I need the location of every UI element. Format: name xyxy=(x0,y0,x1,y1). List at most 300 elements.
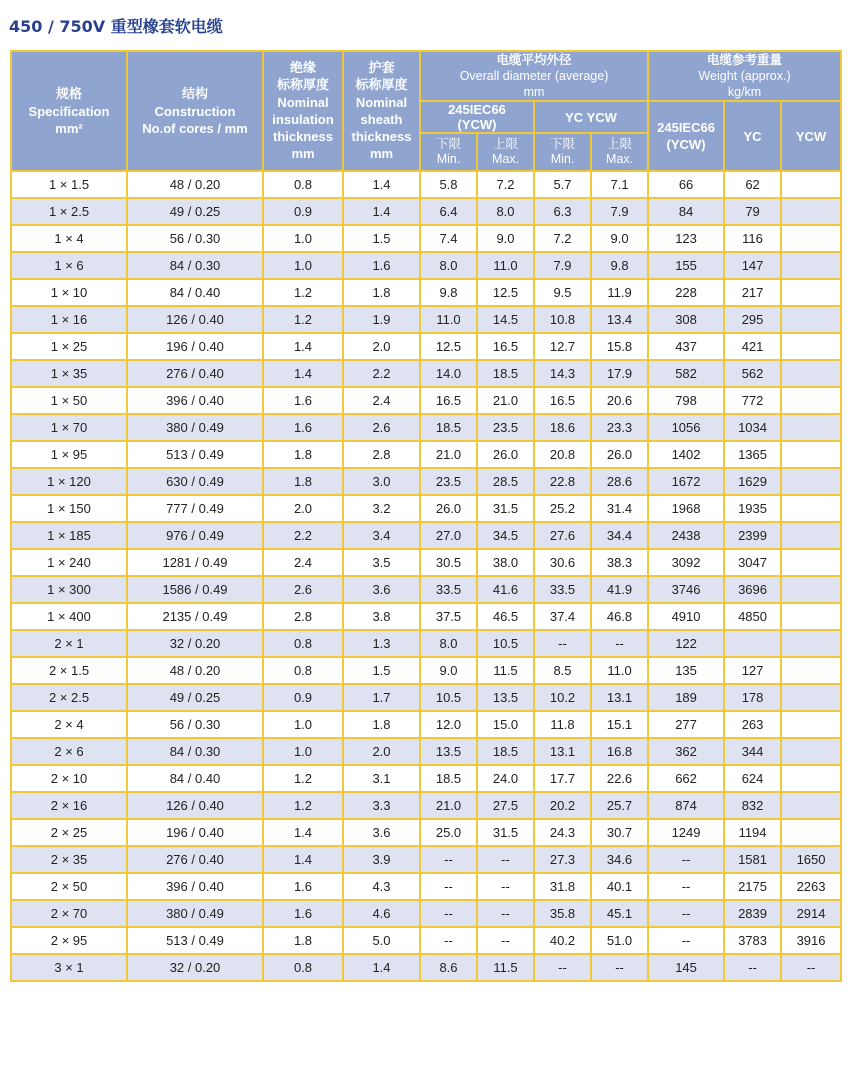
cell-dia-yc-min: 25.2 xyxy=(534,495,591,522)
cell-weight-245: 66 xyxy=(648,171,724,198)
cell-spec: 1 × 185 xyxy=(11,522,127,549)
table-row xyxy=(11,738,841,765)
table-row xyxy=(11,630,841,657)
cell-dia-yc-min: 20.2 xyxy=(534,792,591,819)
table-row xyxy=(11,360,841,387)
cell-spec: 1 × 6 xyxy=(11,252,127,279)
cell-dia-245-min: 26.0 xyxy=(420,495,477,522)
cell-weight-245: 228 xyxy=(648,279,724,306)
cell-weight-yc: 3783 xyxy=(724,927,781,954)
cell-dia-yc-min: 11.8 xyxy=(534,711,591,738)
table-row xyxy=(11,819,841,846)
table-header xyxy=(11,51,841,171)
cell-sheath: 1.4 xyxy=(343,171,420,198)
cell-dia-yc-max: 40.1 xyxy=(591,873,648,900)
cell-construction: 196 / 0.40 xyxy=(127,333,263,360)
cell-weight-245: 308 xyxy=(648,306,724,333)
cell-weight-ycw xyxy=(781,414,841,441)
cell-weight-ycw: 2263 xyxy=(781,873,841,900)
cell-weight-yc: 3696 xyxy=(724,576,781,603)
cell-insulation: 0.9 xyxy=(263,198,343,225)
cell-dia-yc-max: 45.1 xyxy=(591,900,648,927)
cell-weight-245: 582 xyxy=(648,360,724,387)
cell-spec: 2 × 6 xyxy=(11,738,127,765)
cell-dia-yc-max: 11.0 xyxy=(591,657,648,684)
cell-weight-ycw xyxy=(781,441,841,468)
cell-spec: 2 × 4 xyxy=(11,711,127,738)
cell-weight-245: 362 xyxy=(648,738,724,765)
cell-weight-245: 145 xyxy=(648,954,724,981)
table-row xyxy=(11,603,841,630)
cell-weight-245: 123 xyxy=(648,225,724,252)
header-min-2: 下限 Min. xyxy=(534,133,591,171)
cell-dia-yc-max: 34.4 xyxy=(591,522,648,549)
cell-insulation: 1.6 xyxy=(263,387,343,414)
cell-construction: 396 / 0.40 xyxy=(127,387,263,414)
cell-dia-245-max: -- xyxy=(477,873,534,900)
cell-dia-yc-min: 31.8 xyxy=(534,873,591,900)
cell-dia-yc-min: 10.8 xyxy=(534,306,591,333)
cell-sheath: 3.9 xyxy=(343,846,420,873)
cell-sheath: 3.4 xyxy=(343,522,420,549)
cell-construction: 630 / 0.49 xyxy=(127,468,263,495)
table-row xyxy=(11,522,841,549)
cell-dia-yc-min: 12.7 xyxy=(534,333,591,360)
cell-weight-245: 84 xyxy=(648,198,724,225)
cell-spec: 2 × 1 xyxy=(11,630,127,657)
cell-sheath: 3.6 xyxy=(343,819,420,846)
cell-weight-ycw xyxy=(781,171,841,198)
cell-dia-yc-min: 18.6 xyxy=(534,414,591,441)
cell-dia-yc-max: 26.0 xyxy=(591,441,648,468)
table-row xyxy=(11,333,841,360)
cell-insulation: 1.6 xyxy=(263,900,343,927)
cell-dia-yc-max: 15.1 xyxy=(591,711,648,738)
cell-spec: 3 × 1 xyxy=(11,954,127,981)
cell-weight-yc: 772 xyxy=(724,387,781,414)
cell-sheath: 2.8 xyxy=(343,441,420,468)
cell-dia-yc-max: 23.3 xyxy=(591,414,648,441)
cell-weight-ycw xyxy=(781,792,841,819)
cell-insulation: 1.4 xyxy=(263,333,343,360)
cell-sheath: 1.5 xyxy=(343,657,420,684)
cell-dia-245-min: 14.0 xyxy=(420,360,477,387)
cell-construction: 513 / 0.49 xyxy=(127,927,263,954)
cell-weight-yc: 1194 xyxy=(724,819,781,846)
cell-dia-245-min: 12.0 xyxy=(420,711,477,738)
table-row xyxy=(11,765,841,792)
cell-sheath: 3.3 xyxy=(343,792,420,819)
cell-dia-245-max: -- xyxy=(477,900,534,927)
cell-construction: 380 / 0.49 xyxy=(127,414,263,441)
cell-dia-yc-min: 6.3 xyxy=(534,198,591,225)
cell-construction: 196 / 0.40 xyxy=(127,819,263,846)
cell-insulation: 2.8 xyxy=(263,603,343,630)
table-row xyxy=(11,873,841,900)
cell-dia-yc-min: 24.3 xyxy=(534,819,591,846)
cell-sheath: 3.1 xyxy=(343,765,420,792)
cell-weight-245: 2438 xyxy=(648,522,724,549)
cell-sheath: 2.6 xyxy=(343,414,420,441)
cell-weight-yc: 217 xyxy=(724,279,781,306)
cell-dia-245-max: 18.5 xyxy=(477,738,534,765)
header-spec: 规格 Specification mm² xyxy=(11,51,127,171)
cell-dia-245-min: -- xyxy=(420,873,477,900)
cell-sheath: 1.7 xyxy=(343,684,420,711)
table-row xyxy=(11,549,841,576)
table-row xyxy=(11,900,841,927)
cell-dia-yc-max: 15.8 xyxy=(591,333,648,360)
cell-weight-yc: 2839 xyxy=(724,900,781,927)
cell-construction: 84 / 0.40 xyxy=(127,279,263,306)
cell-insulation: 1.2 xyxy=(263,279,343,306)
cell-construction: 49 / 0.25 xyxy=(127,684,263,711)
table-row xyxy=(11,927,841,954)
table-row xyxy=(11,306,841,333)
cell-dia-yc-max: 41.9 xyxy=(591,576,648,603)
cell-construction: 2135 / 0.49 xyxy=(127,603,263,630)
cell-insulation: 1.4 xyxy=(263,360,343,387)
cell-dia-yc-min: 27.3 xyxy=(534,846,591,873)
cell-weight-yc: 562 xyxy=(724,360,781,387)
cell-sheath: 4.6 xyxy=(343,900,420,927)
table-row xyxy=(11,954,841,981)
cell-weight-245: 1249 xyxy=(648,819,724,846)
cell-weight-yc: 832 xyxy=(724,792,781,819)
cell-insulation: 1.4 xyxy=(263,819,343,846)
cell-construction: 276 / 0.40 xyxy=(127,846,263,873)
cell-weight-ycw: 2914 xyxy=(781,900,841,927)
cell-insulation: 0.8 xyxy=(263,171,343,198)
cell-construction: 84 / 0.30 xyxy=(127,252,263,279)
cell-dia-yc-max: 17.9 xyxy=(591,360,648,387)
cell-dia-245-max: 26.0 xyxy=(477,441,534,468)
cell-insulation: 1.8 xyxy=(263,927,343,954)
cell-construction: 396 / 0.40 xyxy=(127,873,263,900)
cell-sheath: 1.9 xyxy=(343,306,420,333)
cell-dia-yc-max: 9.0 xyxy=(591,225,648,252)
cell-weight-ycw: 3916 xyxy=(781,927,841,954)
cell-dia-245-max: 34.5 xyxy=(477,522,534,549)
cell-weight-245: 155 xyxy=(648,252,724,279)
cell-dia-245-min: 33.5 xyxy=(420,576,477,603)
table-row xyxy=(11,657,841,684)
cell-spec: 1 × 2.5 xyxy=(11,198,127,225)
cell-dia-245-min: 5.8 xyxy=(420,171,477,198)
table-row xyxy=(11,198,841,225)
cell-insulation: 2.0 xyxy=(263,495,343,522)
cell-weight-ycw xyxy=(781,306,841,333)
cell-weight-yc: 147 xyxy=(724,252,781,279)
cell-insulation: 1.8 xyxy=(263,441,343,468)
cell-construction: 32 / 0.20 xyxy=(127,954,263,981)
cell-dia-yc-max: 9.8 xyxy=(591,252,648,279)
cell-insulation: 1.4 xyxy=(263,846,343,873)
cell-sheath: 2.2 xyxy=(343,360,420,387)
cell-dia-yc-min: 10.2 xyxy=(534,684,591,711)
cell-weight-yc: 1034 xyxy=(724,414,781,441)
cell-insulation: 1.6 xyxy=(263,873,343,900)
cell-dia-245-min: 18.5 xyxy=(420,414,477,441)
cell-construction: 49 / 0.25 xyxy=(127,198,263,225)
cell-sheath: 3.5 xyxy=(343,549,420,576)
cell-spec: 1 × 35 xyxy=(11,360,127,387)
cell-weight-ycw xyxy=(781,765,841,792)
cell-dia-245-min: 27.0 xyxy=(420,522,477,549)
cell-insulation: 1.0 xyxy=(263,225,343,252)
table-row xyxy=(11,684,841,711)
table-body xyxy=(11,171,841,981)
cell-weight-245: -- xyxy=(648,846,724,873)
cell-dia-yc-min: -- xyxy=(534,630,591,657)
cell-dia-245-min: 30.5 xyxy=(420,549,477,576)
cell-spec: 2 × 50 xyxy=(11,873,127,900)
header-max-2: 上限 Max. xyxy=(591,133,648,171)
cell-weight-yc: 624 xyxy=(724,765,781,792)
cell-weight-245: 1402 xyxy=(648,441,724,468)
cell-sheath: 2.0 xyxy=(343,738,420,765)
cell-sheath: 3.2 xyxy=(343,495,420,522)
table-row xyxy=(11,792,841,819)
cell-weight-245: -- xyxy=(648,927,724,954)
cell-dia-yc-max: 30.7 xyxy=(591,819,648,846)
cell-dia-245-max: 10.5 xyxy=(477,630,534,657)
cell-insulation: 1.0 xyxy=(263,738,343,765)
cell-dia-245-max: 23.5 xyxy=(477,414,534,441)
header-diameter: 电缆平均外径 Overall diameter (average) mm xyxy=(420,51,648,101)
cell-dia-yc-max: -- xyxy=(591,630,648,657)
cell-weight-yc: 344 xyxy=(724,738,781,765)
cell-dia-245-max: 16.5 xyxy=(477,333,534,360)
cell-construction: 56 / 0.30 xyxy=(127,225,263,252)
page-title: 450 / 750V 重型橡套软电缆 xyxy=(9,17,223,36)
cell-weight-245: 135 xyxy=(648,657,724,684)
cell-construction: 1586 / 0.49 xyxy=(127,576,263,603)
cell-dia-245-max: 31.5 xyxy=(477,819,534,846)
header-diameter-yc-ycw: YC YCW xyxy=(534,101,648,133)
cell-weight-ycw xyxy=(781,576,841,603)
cell-dia-245-max: 11.0 xyxy=(477,252,534,279)
cell-construction: 56 / 0.30 xyxy=(127,711,263,738)
cell-insulation: 0.8 xyxy=(263,954,343,981)
table-row xyxy=(11,495,841,522)
cell-dia-245-min: 9.0 xyxy=(420,657,477,684)
cell-weight-245: 662 xyxy=(648,765,724,792)
cell-dia-245-min: 16.5 xyxy=(420,387,477,414)
cell-sheath: 1.6 xyxy=(343,252,420,279)
cell-insulation: 1.0 xyxy=(263,252,343,279)
cell-spec: 2 × 1.5 xyxy=(11,657,127,684)
cell-weight-ycw xyxy=(781,549,841,576)
cell-weight-245: 874 xyxy=(648,792,724,819)
table-row xyxy=(11,225,841,252)
cell-insulation: 0.9 xyxy=(263,684,343,711)
cell-dia-245-max: 11.5 xyxy=(477,657,534,684)
cell-weight-245: 4910 xyxy=(648,603,724,630)
cell-weight-ycw xyxy=(781,684,841,711)
cell-dia-245-max: -- xyxy=(477,927,534,954)
cell-weight-ycw xyxy=(781,522,841,549)
cell-weight-ycw xyxy=(781,252,841,279)
cell-weight-yc: 1581 xyxy=(724,846,781,873)
cell-construction: 84 / 0.30 xyxy=(127,738,263,765)
cell-weight-yc: 3047 xyxy=(724,549,781,576)
cell-dia-245-max: -- xyxy=(477,846,534,873)
cell-dia-245-max: 28.5 xyxy=(477,468,534,495)
cell-dia-245-min: 8.6 xyxy=(420,954,477,981)
cable-spec-table-container xyxy=(10,50,840,982)
cell-dia-yc-max: 16.8 xyxy=(591,738,648,765)
cell-dia-245-max: 27.5 xyxy=(477,792,534,819)
cell-construction: 48 / 0.20 xyxy=(127,171,263,198)
cell-dia-245-min: 18.5 xyxy=(420,765,477,792)
cell-dia-yc-max: 22.6 xyxy=(591,765,648,792)
cell-dia-yc-max: 28.6 xyxy=(591,468,648,495)
cell-dia-245-min: 9.8 xyxy=(420,279,477,306)
cell-sheath: 4.3 xyxy=(343,873,420,900)
cell-construction: 126 / 0.40 xyxy=(127,792,263,819)
cell-sheath: 1.3 xyxy=(343,630,420,657)
cell-weight-245: 1672 xyxy=(648,468,724,495)
cell-construction: 1281 / 0.49 xyxy=(127,549,263,576)
cell-weight-245: 3092 xyxy=(648,549,724,576)
cell-dia-yc-min: 7.2 xyxy=(534,225,591,252)
cell-dia-yc-max: 38.3 xyxy=(591,549,648,576)
cell-weight-ycw xyxy=(781,738,841,765)
cell-dia-245-max: 12.5 xyxy=(477,279,534,306)
cell-dia-yc-min: 30.6 xyxy=(534,549,591,576)
cell-dia-yc-min: 40.2 xyxy=(534,927,591,954)
cell-dia-245-min: 7.4 xyxy=(420,225,477,252)
cell-insulation: 1.8 xyxy=(263,468,343,495)
cell-dia-245-min: -- xyxy=(420,900,477,927)
cell-dia-yc-min: 16.5 xyxy=(534,387,591,414)
cell-dia-yc-max: 51.0 xyxy=(591,927,648,954)
header-weight: 电缆参考重量 Weight (approx.) kg/km xyxy=(648,51,841,101)
header-weight-ycw: YCW xyxy=(781,101,841,171)
cell-dia-yc-max: 46.8 xyxy=(591,603,648,630)
cell-spec: 2 × 70 xyxy=(11,900,127,927)
cell-dia-245-min: 12.5 xyxy=(420,333,477,360)
cell-construction: 276 / 0.40 xyxy=(127,360,263,387)
header-max-1: 上限 Max. xyxy=(477,133,534,171)
cell-weight-ycw xyxy=(781,657,841,684)
cell-spec: 1 × 10 xyxy=(11,279,127,306)
cell-sheath: 1.4 xyxy=(343,954,420,981)
cell-dia-245-max: 13.5 xyxy=(477,684,534,711)
cell-sheath: 1.8 xyxy=(343,711,420,738)
cell-dia-yc-max: 25.7 xyxy=(591,792,648,819)
cell-sheath: 2.0 xyxy=(343,333,420,360)
cell-spec: 1 × 150 xyxy=(11,495,127,522)
cell-spec: 1 × 70 xyxy=(11,414,127,441)
cell-weight-yc: 421 xyxy=(724,333,781,360)
cell-weight-ycw xyxy=(781,603,841,630)
cell-insulation: 2.6 xyxy=(263,576,343,603)
table-row xyxy=(11,711,841,738)
cell-weight-245: 189 xyxy=(648,684,724,711)
cell-weight-245: 1968 xyxy=(648,495,724,522)
cell-dia-yc-min: 37.4 xyxy=(534,603,591,630)
cell-dia-245-min: 21.0 xyxy=(420,441,477,468)
cell-dia-245-min: 6.4 xyxy=(420,198,477,225)
table-row xyxy=(11,171,841,198)
table-row xyxy=(11,252,841,279)
cell-sheath: 1.5 xyxy=(343,225,420,252)
cell-weight-yc: 2175 xyxy=(724,873,781,900)
table-row xyxy=(11,441,841,468)
cell-spec: 2 × 35 xyxy=(11,846,127,873)
cell-dia-245-max: 8.0 xyxy=(477,198,534,225)
cell-insulation: 0.8 xyxy=(263,657,343,684)
cell-weight-yc: 79 xyxy=(724,198,781,225)
cell-spec: 1 × 95 xyxy=(11,441,127,468)
cell-spec: 2 × 25 xyxy=(11,819,127,846)
cell-construction: 976 / 0.49 xyxy=(127,522,263,549)
cell-weight-yc: -- xyxy=(724,954,781,981)
cable-spec-table xyxy=(10,50,842,982)
cell-weight-yc xyxy=(724,630,781,657)
cell-weight-yc: 1629 xyxy=(724,468,781,495)
cell-weight-245: 277 xyxy=(648,711,724,738)
cell-insulation: 2.2 xyxy=(263,522,343,549)
cell-spec: 2 × 2.5 xyxy=(11,684,127,711)
cell-dia-245-min: 25.0 xyxy=(420,819,477,846)
cell-dia-245-min: 13.5 xyxy=(420,738,477,765)
cell-weight-ycw xyxy=(781,387,841,414)
cell-dia-yc-min: 22.8 xyxy=(534,468,591,495)
cell-insulation: 1.2 xyxy=(263,765,343,792)
cell-insulation: 1.6 xyxy=(263,414,343,441)
cell-dia-245-min: -- xyxy=(420,846,477,873)
cell-sheath: 1.8 xyxy=(343,279,420,306)
cell-weight-245: 1056 xyxy=(648,414,724,441)
cell-dia-yc-max: 34.6 xyxy=(591,846,648,873)
cell-weight-ycw xyxy=(781,468,841,495)
cell-dia-245-max: 41.6 xyxy=(477,576,534,603)
cell-dia-245-min: 21.0 xyxy=(420,792,477,819)
cell-sheath: 1.4 xyxy=(343,198,420,225)
cell-dia-yc-min: 5.7 xyxy=(534,171,591,198)
cell-dia-yc-min: 20.8 xyxy=(534,441,591,468)
cell-weight-yc: 1935 xyxy=(724,495,781,522)
cell-sheath: 3.0 xyxy=(343,468,420,495)
cell-dia-245-max: 11.5 xyxy=(477,954,534,981)
cell-dia-yc-min: 27.6 xyxy=(534,522,591,549)
table-row xyxy=(11,576,841,603)
cell-spec: 1 × 50 xyxy=(11,387,127,414)
cell-construction: 380 / 0.49 xyxy=(127,900,263,927)
cell-dia-yc-min: 7.9 xyxy=(534,252,591,279)
cell-spec: 1 × 240 xyxy=(11,549,127,576)
cell-dia-245-max: 24.0 xyxy=(477,765,534,792)
cell-insulation: 1.2 xyxy=(263,306,343,333)
header-weight-245iec66: 245IEC66 (YCW) xyxy=(648,101,724,171)
cell-weight-ycw xyxy=(781,711,841,738)
cell-weight-ycw xyxy=(781,495,841,522)
cell-dia-245-max: 15.0 xyxy=(477,711,534,738)
header-diameter-245iec66: 245IEC66 (YCW) xyxy=(420,101,534,133)
cell-sheath: 2.4 xyxy=(343,387,420,414)
cell-dia-yc-min: 13.1 xyxy=(534,738,591,765)
cell-dia-yc-min: 33.5 xyxy=(534,576,591,603)
cell-insulation: 2.4 xyxy=(263,549,343,576)
cell-dia-245-min: 11.0 xyxy=(420,306,477,333)
cell-dia-yc-max: 7.1 xyxy=(591,171,648,198)
cell-spec: 2 × 10 xyxy=(11,765,127,792)
cell-construction: 513 / 0.49 xyxy=(127,441,263,468)
header-sheath: 护套 标称厚度 Nominal sheath thickness mm xyxy=(343,51,420,171)
